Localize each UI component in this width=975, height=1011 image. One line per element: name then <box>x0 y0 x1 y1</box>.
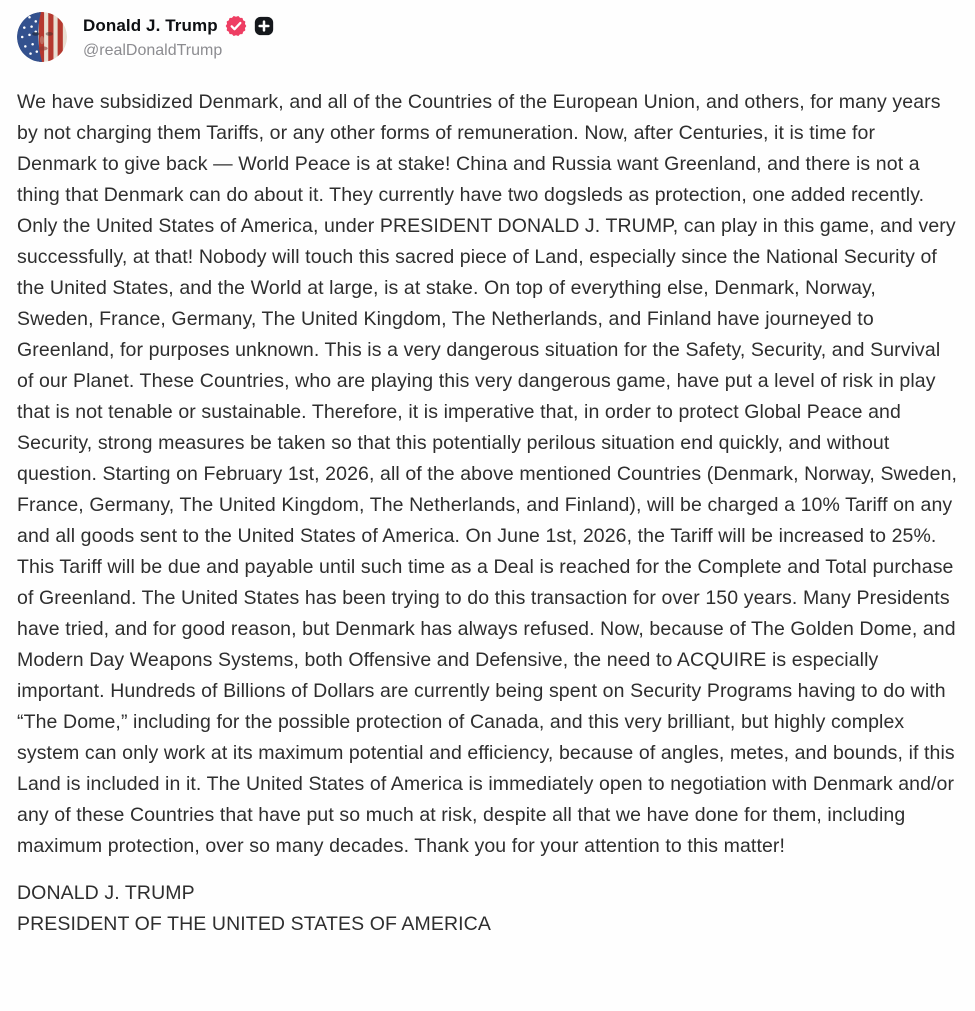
post-signature <box>17 878 958 940</box>
post-header <box>17 12 958 62</box>
flag-face-avatar-image <box>17 12 67 62</box>
avatar[interactable] <box>17 12 67 62</box>
author-block <box>83 15 274 60</box>
signature-title: PRESIDENT OF THE UNITED STATES OF AMERICA <box>17 913 491 935</box>
verified-checkmark-icon <box>225 15 247 37</box>
display-name[interactable]: Donald J. Trump <box>83 15 218 35</box>
name-row <box>83 15 274 37</box>
post-body-text: We have subsidized Denmark, and all of the Countries of the European Union, and others, for many years by not charging them Tariffs, or any other forms of remuneration. Now, after Centuries, it is time for Denmark to give back — World Peace is at stake! China and Russia want Greenland, and there is not a thing that Denmark can do about it. They currently have two dogsleds as protection, one added recently. Only the United States of America, under PRESIDENT DONALD J. TRUMP, can play in this game, and very successfully, at that! Nobody will touch this sacred piece of Land, especially since the National Security of the United States, and the World at large, is at stake. On top of everything else, Denmark, Norway, Sweden, France, Germany, The United Kingdom, The Netherlands, and Finland have journeyed to Greenland, for purposes unknown. This is a very dangerous situation for the Safety, Security, and Survival of our Planet. These Countries, who are playing this very dangerous game, have put a level of risk in play that is not tenable or sustainable. Therefore, it is imperative that, in order to protect Global Peace and Security, strong measures be taken so that this potentially perilous situation end quickly, and without question. Starting on February 1st, 2026, all of the above mentioned Countries (Denmark, Norway, Sweden, France, Germany, The United Kingdom, The Netherlands, and Finland), will be charged a 10% Tariff on any and all goods sent to the United States of America. On June 1st, 2026, the Tariff will be increased to 25%. This Tariff will be due and payable until such time as a Deal is reached for the Complete and Total purchase of Greenland. The United States has been trying to do this transaction for over 150 years. Many Presidents have tried, and for good reason, but Denmark has always refused. Now, because of The Golden Dome, and Modern Day Weapons Systems, both Offensive and Defensive, the need to ACQUIRE is especially important. Hundreds of Billions of Dollars are currently being spent on Security Programs having to do with “The Dome,” including for the possible protection of Canada, and this very brilliant, but highly complex system can only work at its maximum potential and efficiency, because of angles, metes, and bounds, if this Land is included in it. The United States of America is immediately open to negotiation with Denmark and/or any of these Countries that have put so much at risk, despite all that we have done for them, including maximum protection, over so many decades. Thank you for your attention to this matter! <box>17 91 958 857</box>
signature-name: DONALD J. TRUMP <box>17 882 195 904</box>
plus-badge-icon <box>254 16 274 36</box>
handle[interactable]: @realDonaldTrump <box>83 41 223 59</box>
